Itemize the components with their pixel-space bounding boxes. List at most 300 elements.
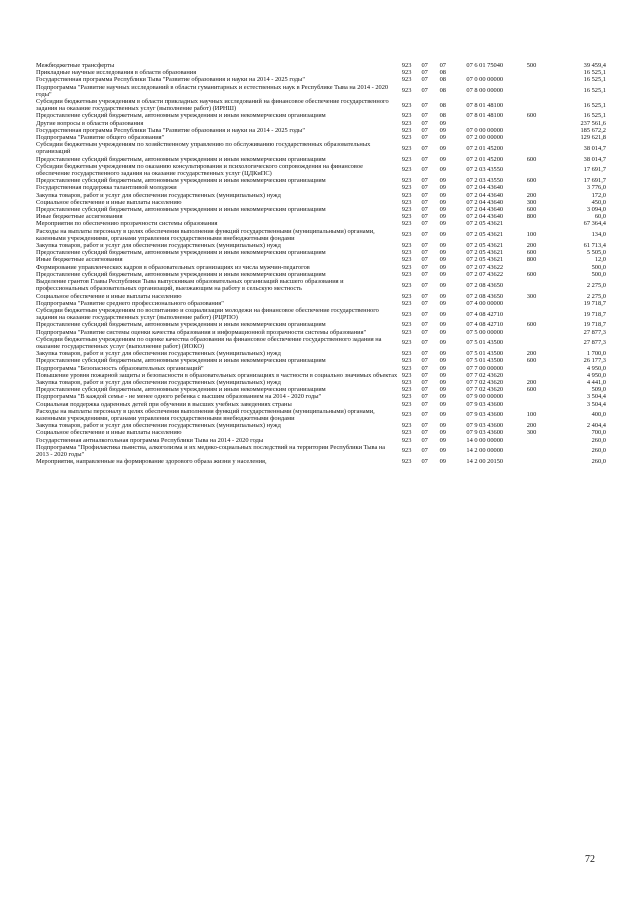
- row-section-code: 07: [421, 378, 428, 386]
- row-name: Повышение уровня пожарной защиты и безопасности в образовательных организациях в частности в социально значимых объектах: [36, 371, 398, 379]
- row-ministry-code: 923: [401, 378, 412, 386]
- row-target-article: 07 2 00 00000: [466, 134, 504, 142]
- row-ministry-code: 923: [401, 184, 412, 192]
- row-section-code: 07: [421, 87, 428, 95]
- row-ministry-code: 923: [401, 206, 412, 214]
- table-row: [36, 293, 606, 300]
- row-amount: 38 014,7: [583, 144, 606, 152]
- table-row: [36, 350, 606, 357]
- row-ministry-code: 923: [401, 357, 412, 365]
- row-ministry-code: 923: [401, 126, 412, 134]
- row-ministry-code: 923: [401, 310, 412, 318]
- row-ministry-code: 923: [401, 69, 412, 77]
- row-expense-type: [518, 69, 546, 76]
- row-section-code: 07: [421, 242, 428, 250]
- row-ministry-code: 923: [401, 429, 412, 437]
- row-ministry-code: 923: [401, 112, 412, 120]
- row-target-article: 07 2 04 43640: [466, 213, 504, 221]
- row-section-code: 07: [421, 357, 428, 365]
- table-row: [36, 271, 606, 278]
- row-expense-type: [518, 264, 546, 271]
- row-amount: 17 691,7: [583, 177, 606, 185]
- table-row: [36, 249, 606, 256]
- row-section-code: 07: [421, 220, 428, 228]
- row-section-code: 07: [421, 371, 428, 379]
- table-row: [36, 379, 606, 386]
- row-expense-type: 100: [526, 231, 537, 239]
- row-amount: 60,0: [594, 213, 606, 221]
- row-target-article: 07 2 05 43621: [466, 256, 504, 264]
- row-section-code: 07: [421, 177, 428, 185]
- table-row: [36, 336, 606, 350]
- table-row: [36, 357, 606, 364]
- row-amount: 16 525,1: [583, 69, 606, 77]
- row-subsection-code: 09: [439, 263, 446, 271]
- row-ministry-code: 923: [401, 411, 412, 419]
- row-expense-type: [518, 307, 546, 321]
- row-ministry-code: 923: [401, 166, 412, 174]
- row-section-code: 07: [421, 281, 428, 289]
- row-ministry-code: 923: [401, 350, 412, 358]
- table-row: [36, 76, 606, 83]
- table-row: [36, 242, 606, 249]
- row-subsection-code: 08: [439, 69, 446, 77]
- row-ministry-code: 923: [401, 371, 412, 379]
- table-row: [36, 62, 606, 69]
- row-target-article: 07 0 00 00000: [466, 126, 504, 134]
- row-name: Предоставление субсидий бюджетным, автономным учреждениям и иным некоммерческим организациям: [36, 357, 326, 365]
- row-amount: 260,0: [591, 447, 606, 455]
- row-expense-type: [518, 437, 546, 444]
- row-target-article: 14 2 00 20150: [466, 458, 504, 466]
- row-ministry-code: 923: [401, 436, 412, 444]
- row-expense-type: [518, 220, 546, 227]
- table-row: [36, 199, 606, 206]
- row-expense-type: [518, 444, 546, 458]
- row-subsection-code: 09: [439, 447, 446, 455]
- row-name: Государственная антиалкогольная программа Республики Тыва на 2014 - 2020 годы: [36, 436, 264, 444]
- row-expense-type: [518, 163, 546, 177]
- row-subsection-code: 08: [439, 112, 446, 120]
- row-ministry-code: 923: [401, 281, 412, 289]
- row-target-article: 07 2 04 43640: [466, 184, 504, 192]
- row-subsection-code: 09: [439, 144, 446, 152]
- row-subsection-code: 09: [439, 242, 446, 250]
- row-name: Закупка товаров, работ и услуг для обеспечения государственных (муниципальных) нужд: [36, 422, 281, 430]
- table-row: [36, 365, 606, 372]
- row-name: Социальное обеспечение и иные выплаты населению: [36, 198, 182, 206]
- row-target-article: 07 4 08 42710: [466, 310, 504, 318]
- row-amount: 16 525,1: [583, 112, 606, 120]
- row-subsection-code: 09: [439, 213, 446, 221]
- row-amount: 27 877,3: [583, 339, 606, 347]
- row-target-article: 07 2 03 43550: [466, 166, 504, 174]
- row-subsection-code: 09: [439, 339, 446, 347]
- row-expense-type: 300: [526, 292, 537, 300]
- row-target-article: 07 2 08 43650: [466, 292, 504, 300]
- row-subsection-code: 09: [439, 281, 446, 289]
- row-expense-type: 500: [526, 62, 537, 69]
- row-expense-type: 600: [526, 357, 537, 365]
- row-target-article: 07 8 01 48100: [466, 112, 504, 120]
- row-target-article: 07 6 01 75040: [466, 62, 504, 69]
- row-subsection-code: 09: [439, 357, 446, 365]
- row-name: Закупка товаров, работ и услуг для обеспечения государственных (муниципальных) нужд: [36, 242, 281, 250]
- row-name: Мероприятия, направленные на формирование здорового образа жизни у населения,: [36, 458, 267, 466]
- row-expense-type: [518, 365, 546, 372]
- row-ministry-code: 923: [401, 270, 412, 278]
- budget-table: [36, 62, 606, 465]
- row-ministry-code: 923: [401, 400, 412, 408]
- row-expense-type: 200: [526, 378, 537, 386]
- row-section-code: 07: [421, 231, 428, 239]
- row-name: Социальная поддержка одаренных детей при обучении в высших учебных заведениях страны: [36, 400, 292, 408]
- row-subsection-code: 09: [439, 371, 446, 379]
- row-name: Государственная поддержка талантливой молодежи: [36, 184, 177, 192]
- table-row: [36, 177, 606, 184]
- row-amount: 260,0: [591, 458, 606, 466]
- row-expense-type: [518, 76, 546, 83]
- row-name: Предоставление субсидий бюджетным, автономным учреждениям и иным некоммерческим организациям: [36, 206, 326, 214]
- row-subsection-code: 09: [439, 134, 446, 142]
- row-target-article: 07 5 00 00000: [466, 328, 504, 336]
- row-expense-type: [518, 300, 546, 307]
- row-section-code: 07: [421, 134, 428, 142]
- row-ministry-code: 923: [401, 220, 412, 228]
- row-subsection-code: 09: [439, 292, 446, 300]
- row-ministry-code: 923: [401, 155, 412, 163]
- row-name: Предоставление субсидий бюджетным, автономным учреждениям и иным некоммерческим организациям: [36, 386, 326, 394]
- row-expense-type: 600: [526, 206, 537, 214]
- row-expense-type: 200: [526, 242, 537, 250]
- row-section-code: 07: [421, 144, 428, 152]
- table-row: [36, 84, 606, 98]
- row-expense-type: 200: [526, 422, 537, 430]
- row-name: Подпрограмма "В каждой семье - не менее одного ребенка с высшим образованием на 2014 - 2020 годы": [36, 393, 322, 401]
- row-subsection-code: 09: [439, 350, 446, 358]
- row-subsection-code: 09: [439, 126, 446, 134]
- row-section-code: 07: [421, 299, 428, 307]
- row-ministry-code: 923: [401, 364, 412, 372]
- row-subsection-code: 09: [439, 393, 446, 401]
- row-amount: 19 718,7: [583, 321, 606, 329]
- row-section-code: 07: [421, 321, 428, 329]
- row-subsection-code: 09: [439, 198, 446, 206]
- row-name: Предоставление субсидий бюджетным, автономным учреждениям и иным некоммерческим организациям: [36, 249, 326, 257]
- row-amount: 260,0: [591, 436, 606, 444]
- table-row: [36, 401, 606, 408]
- row-subsection-code: 09: [439, 256, 446, 264]
- row-target-article: 07 2 05 43621: [466, 220, 504, 228]
- row-section-code: 07: [421, 76, 428, 84]
- row-subsection-code: 09: [439, 328, 446, 336]
- row-ministry-code: 923: [401, 101, 412, 109]
- row-section-code: 07: [421, 447, 428, 455]
- row-section-code: 07: [421, 263, 428, 271]
- row-target-article: 07 7 02 43620: [466, 386, 504, 394]
- row-subsection-code: 09: [439, 411, 446, 419]
- row-ministry-code: 923: [401, 422, 412, 430]
- table-row: [36, 437, 606, 444]
- row-target-article: 07 9 03 43600: [466, 400, 504, 408]
- row-ministry-code: 923: [401, 256, 412, 264]
- row-ministry-code: 923: [401, 321, 412, 329]
- table-row: [36, 120, 606, 127]
- row-amount: 38 014,7: [583, 155, 606, 163]
- row-amount: 26 177,3: [583, 357, 606, 365]
- row-amount: 4 441,0: [586, 378, 606, 386]
- row-amount: 500,0: [591, 263, 606, 271]
- row-name: Выделение грантов Главы Республики Тыва выпускникам образовательных организаций высшего образования и профессиональных образовательных организаций, выезжающим на работу в сельскую местность: [36, 278, 344, 293]
- row-expense-type: [518, 120, 546, 127]
- row-ministry-code: 923: [401, 76, 412, 84]
- row-amount: 3 776,0: [586, 184, 606, 192]
- row-expense-type: 600: [526, 249, 537, 257]
- table-row: [36, 386, 606, 393]
- row-target-article: 07 2 03 43550: [466, 177, 504, 185]
- row-amount: 400,0: [591, 411, 606, 419]
- row-name: Подпрограмма "Развитие научных исследований в области гуманитарных и естественных наук в Республике Тыва на 2014 - 2020 годы": [36, 83, 389, 98]
- row-target-article: [452, 69, 518, 76]
- table-row: [36, 393, 606, 400]
- table-row: [36, 422, 606, 429]
- row-target-article: 07 2 08 43650: [466, 281, 504, 289]
- row-expense-type: 300: [526, 198, 537, 206]
- row-section-code: 07: [421, 184, 428, 192]
- row-name: Предоставление субсидий бюджетным, автономным учреждениям и иным некоммерческим организациям: [36, 270, 326, 278]
- row-subsection-code: 09: [439, 386, 446, 394]
- row-expense-type: [518, 141, 546, 155]
- row-section-code: 07: [421, 112, 428, 120]
- row-target-article: 07 2 04 43640: [466, 191, 504, 199]
- row-target-article: 07 5 01 43500: [466, 339, 504, 347]
- row-expense-type: [518, 134, 546, 141]
- row-section-code: 07: [421, 206, 428, 214]
- row-amount: 509,0: [591, 386, 606, 394]
- row-subsection-code: 08: [439, 101, 446, 109]
- row-section-code: 07: [421, 62, 428, 69]
- row-name: Иные бюджетные ассигнования: [36, 213, 123, 221]
- row-target-article: 07 2 05 43621: [466, 249, 504, 257]
- row-name: Предоставление субсидий бюджетным, автономным учреждениям и иным некоммерческим организациям: [36, 321, 326, 329]
- row-name: Социальное обеспечение и иные выплаты населению: [36, 292, 182, 300]
- table-row: [36, 429, 606, 436]
- row-name: Подпрограмма "Развитие общего образования": [36, 134, 165, 142]
- row-amount: 19 718,7: [583, 299, 606, 307]
- row-section-code: 07: [421, 126, 428, 134]
- table-row: [36, 228, 606, 242]
- row-subsection-code: 09: [439, 310, 446, 318]
- row-amount: 172,0: [591, 191, 606, 199]
- row-subsection-code: 09: [439, 321, 446, 329]
- row-subsection-code: 09: [439, 166, 446, 174]
- row-name: Предоставление субсидий бюджетным, автономным учреждениям и иным некоммерческим организациям: [36, 177, 326, 185]
- row-section-code: 07: [421, 429, 428, 437]
- row-subsection-code: 09: [439, 249, 446, 257]
- row-target-article: 14 2 00 00000: [466, 447, 504, 455]
- row-ministry-code: 923: [401, 242, 412, 250]
- row-expense-type: [518, 372, 546, 379]
- row-section-code: 07: [421, 350, 428, 358]
- row-expense-type: 200: [526, 191, 537, 199]
- row-subsection-code: 09: [439, 436, 446, 444]
- row-name: Подпрограмма "Развитие системы оценки качества образования и информационной прозрачности системы образования": [36, 328, 367, 336]
- row-name: Другие вопросы в области образования: [36, 119, 144, 127]
- row-amount: 450,0: [591, 198, 606, 206]
- row-expense-type: [518, 336, 546, 350]
- row-target-article: 07 4 08 42710: [466, 321, 504, 329]
- budget-table-body: [36, 62, 606, 465]
- table-row: [36, 300, 606, 307]
- row-section-code: 07: [421, 328, 428, 336]
- row-name: Подпрограмма "Профилактика пьянства, алкоголизма и их медико-социальных последствий на территории Республики Тыва на 2013 - 2020 годы": [36, 443, 386, 458]
- row-amount: 5 505,0: [586, 249, 606, 257]
- row-name: Иные бюджетные ассигнования: [36, 256, 123, 264]
- row-target-article: 07 2 04 43640: [466, 198, 504, 206]
- row-name: Расходы на выплаты персоналу в целях обеспечения выполнения функций государственными (муниципальными) органами, казенными учреждениями, органами управления государственными внебюджетными фондами: [36, 227, 375, 242]
- row-amount: 3 504,4: [586, 400, 606, 408]
- row-expense-type: [518, 329, 546, 336]
- table-row: [36, 329, 606, 336]
- row-amount: 134,0: [591, 231, 606, 239]
- row-ministry-code: 923: [401, 119, 412, 127]
- row-expense-type: [518, 401, 546, 408]
- row-amount: 3 504,4: [586, 393, 606, 401]
- row-name: Предоставление субсидий бюджетным, автономным учреждениям и иным некоммерческим организациям: [36, 155, 326, 163]
- row-amount: 185 672,2: [580, 126, 606, 134]
- row-expense-type: [518, 184, 546, 191]
- row-subsection-code: 09: [439, 458, 446, 466]
- row-expense-type: [518, 458, 546, 465]
- row-amount: 16 525,1: [583, 101, 606, 109]
- row-section-code: 07: [421, 166, 428, 174]
- row-section-code: 07: [421, 155, 428, 163]
- row-amount: 3 094,0: [586, 206, 606, 214]
- row-subsection-code: 09: [439, 191, 446, 199]
- row-section-code: 07: [421, 310, 428, 318]
- row-expense-type: [518, 127, 546, 134]
- row-section-code: 07: [421, 198, 428, 206]
- row-name: Прикладные научные исследования в области образования: [36, 69, 197, 77]
- row-section-code: 07: [421, 119, 428, 127]
- row-ministry-code: 923: [401, 299, 412, 307]
- row-ministry-code: 923: [401, 393, 412, 401]
- row-section-code: 07: [421, 458, 428, 466]
- row-ministry-code: 923: [401, 263, 412, 271]
- page-number: 72: [585, 854, 595, 865]
- row-ministry-code: 923: [401, 231, 412, 239]
- row-subsection-code: 09: [439, 400, 446, 408]
- row-target-article: 07 7 00 00000: [466, 364, 504, 372]
- row-subsection-code: 09: [439, 429, 446, 437]
- row-section-code: 07: [421, 339, 428, 347]
- row-target-article: 07 2 07 43622: [466, 263, 504, 271]
- row-target-article: 07 7 02 43620: [466, 378, 504, 386]
- row-ministry-code: 923: [401, 292, 412, 300]
- row-name: Закупка товаров, работ и услуг для обеспечения государственных (муниципальных) нужд: [36, 350, 281, 358]
- row-subsection-code: 07: [439, 62, 446, 69]
- row-expense-type: 600: [526, 155, 537, 163]
- table-row: [36, 127, 606, 134]
- row-subsection-code: 09: [439, 206, 446, 214]
- table-row: [36, 256, 606, 263]
- row-expense-type: [518, 84, 546, 98]
- table-row: [36, 408, 606, 422]
- row-target-article: 07 2 05 43621: [466, 231, 504, 239]
- row-name: Субсидии бюджетным учреждениям по оказанию консультирования и психологического сопровождения на финансовое обеспечение государственного задания на оказание государственных услуг (ЦДКиПС): [36, 162, 363, 178]
- row-amount: 4 950,0: [586, 364, 606, 372]
- row-expense-type: 600: [526, 386, 537, 394]
- table-row: [36, 112, 606, 119]
- row-target-article: 07 0 00 00000: [466, 76, 504, 84]
- row-amount: 500,0: [591, 270, 606, 278]
- row-section-code: 07: [421, 213, 428, 221]
- row-target-article: 07 8 01 48100: [466, 101, 504, 109]
- row-section-code: 07: [421, 364, 428, 372]
- row-subsection-code: 08: [439, 87, 446, 95]
- row-expense-type: 200: [526, 350, 537, 358]
- table-row: [36, 192, 606, 199]
- row-ministry-code: 923: [401, 339, 412, 347]
- row-amount: 61 713,4: [583, 242, 606, 250]
- row-section-code: 07: [421, 386, 428, 394]
- table-row: [36, 264, 606, 271]
- row-target-article: 07 8 00 00000: [466, 87, 504, 95]
- row-target-article: 07 2 01 45200: [466, 144, 504, 152]
- row-target-article: 07 2 04 43640: [466, 206, 504, 214]
- row-subsection-code: 09: [439, 270, 446, 278]
- row-section-code: 07: [421, 393, 428, 401]
- row-amount: 19 718,7: [583, 310, 606, 318]
- table-row: [36, 98, 606, 112]
- row-amount: 2 275,0: [586, 292, 606, 300]
- row-expense-type: [518, 98, 546, 112]
- row-expense-type: 600: [526, 270, 537, 278]
- table-row: [36, 134, 606, 141]
- row-subsection-code: 09: [439, 220, 446, 228]
- row-subsection-code: 09: [439, 177, 446, 185]
- row-subsection-code: 09: [439, 184, 446, 192]
- row-target-article: 07 4 00 00000: [466, 299, 504, 307]
- row-expense-type: 600: [526, 177, 537, 185]
- row-section-code: 07: [421, 270, 428, 278]
- row-ministry-code: 923: [401, 328, 412, 336]
- table-row: [36, 141, 606, 155]
- row-amount: 129 621,8: [580, 134, 606, 142]
- row-amount: 16 525,1: [583, 76, 606, 84]
- row-ministry-code: 923: [401, 213, 412, 221]
- table-row: [36, 220, 606, 227]
- row-target-article: 07 9 03 43600: [466, 411, 504, 419]
- table-row: [36, 444, 606, 458]
- row-subsection-code: 09: [439, 299, 446, 307]
- row-section-code: 07: [421, 436, 428, 444]
- row-ministry-code: 923: [401, 144, 412, 152]
- row-expense-type: 300: [526, 429, 537, 437]
- table-row: [36, 213, 606, 220]
- row-section-code: 07: [421, 249, 428, 257]
- table-row: [36, 372, 606, 379]
- row-subsection-code: 09: [439, 422, 446, 430]
- table-row: [36, 163, 606, 177]
- row-section-code: 07: [421, 400, 428, 408]
- table-row: [36, 69, 606, 76]
- row-name: Предоставление субсидий бюджетным, автономным учреждениям и иным некоммерческим организациям: [36, 112, 326, 120]
- row-ministry-code: 923: [401, 386, 412, 394]
- row-subsection-code: 09: [439, 231, 446, 239]
- row-section-code: 07: [421, 292, 428, 300]
- row-subsection-code: 09: [439, 119, 446, 127]
